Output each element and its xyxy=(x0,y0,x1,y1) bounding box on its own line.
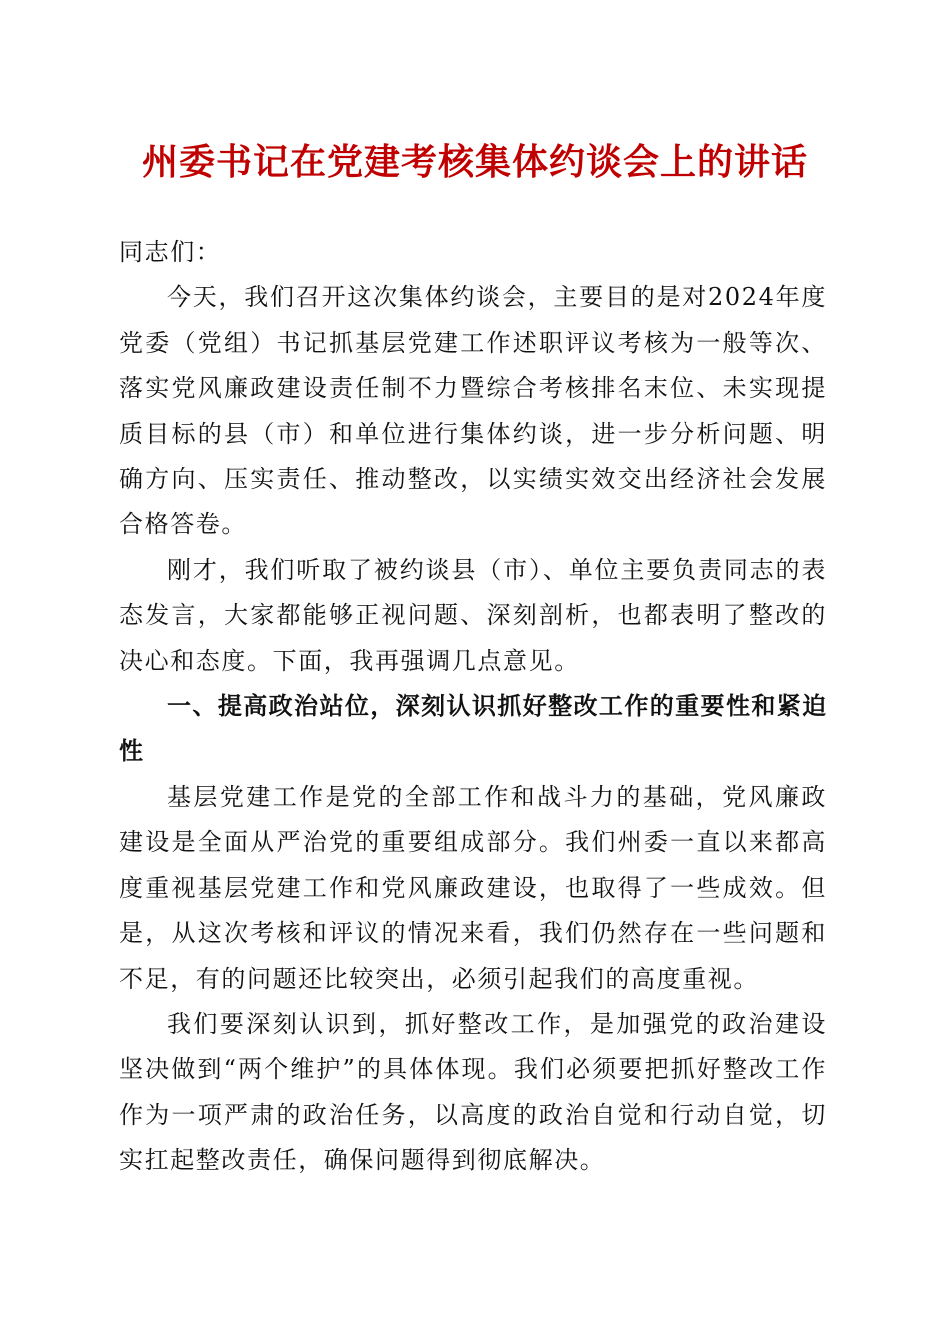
section-1-paragraph-1: 基层党建工作是党的全部工作和战斗力的基础，党风廉政建设是全面从严治党的重要组成部分。我们州委一直以来都高度重视基层党建工作和党风廉政建设，也取得了一些成效。但是，从这次考核和评议的情况来看，我们仍然存在一些问题和不足，有的问题还比较突出，必须引起我们的高度重视。 xyxy=(119,782,827,993)
document-title: 州委书记在党建考核集体约谈会上的讲话 xyxy=(141,141,808,183)
section-heading-1: 一、提高政治站位，深刻认识抓好整改工作的重要性和紧迫性 xyxy=(119,692,827,766)
paragraph-intro: 今天，我们召开这次集体约谈会，主要目的是对2024年度党委（党组）书记抓基层党建工作述职评议考核为一般等次、落实党风廉政建设责任制不力暨综合考核排名末位、未实现提质目标的县（市）和单位进行集体约谈，进一步分析问题、明确方向、压实责任、推动整改，以实绩实效交出经济社会发展合格答卷。 xyxy=(119,283,827,539)
document-body xyxy=(119,230,827,1184)
salutation: 同志们： xyxy=(119,238,222,266)
paragraph-opinions: 刚才，我们听取了被约谈县（市）、单位主要负责同志的表态发言，大家都能够正视问题、深刻剖析，也都表明了整改的决心和态度。下面，我再强调几点意见。 xyxy=(119,555,827,675)
section-1-paragraph-2: 我们要深刻认识到，抓好整改工作，是加强党的政治建设坚决做到“两个维护”的具体体现。我们必须要把抓好整改工作作为一项严肃的政治任务，以高度的政治自觉和行动自觉，切实扛起整改责任，确保问题得到彻底解决。 xyxy=(119,1009,827,1175)
